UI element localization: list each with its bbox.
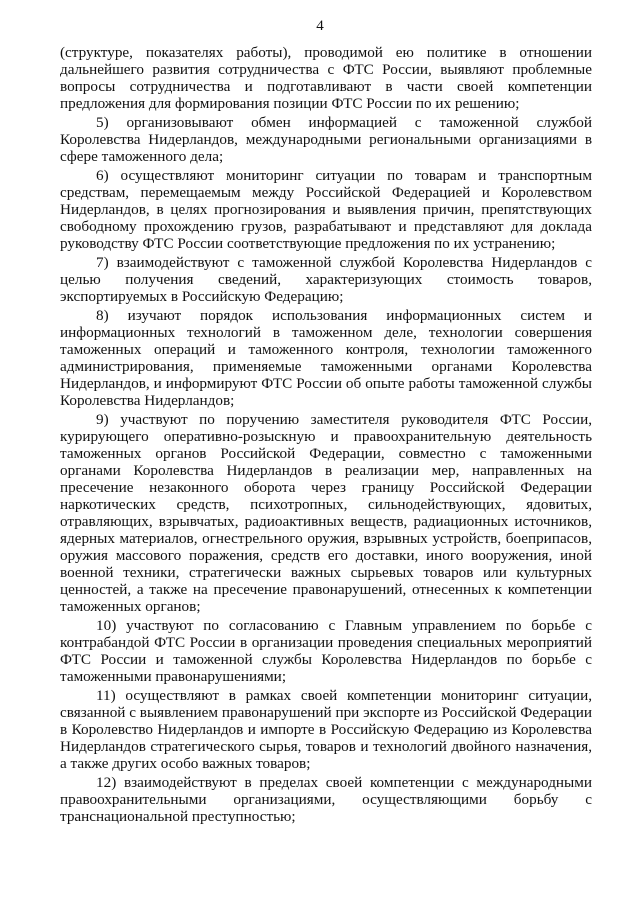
page-number: 4 xyxy=(316,18,324,34)
paragraph-item-8: 8) изучают порядок использования информационных систем и информационных технологий в таможенном деле, технологии совершения таможенных операций и таможенного контроля, технологии таможенного администрирования, применяемые таможенными органами Королевства Нидерландов, и информируют ФТС России об опыте работы таможенной службы Королевства Нидерландов; xyxy=(60,307,592,409)
paragraph-continuation: (структуре, показателях работы), проводимой ею политике в отношении дальнейшего развития сотрудничества с ФТС России, выявляют проблемные вопросы сотрудничества и подготавливают в части своей компетенции предложения для формирования позиции ФТС России по их решению; xyxy=(60,44,592,112)
paragraph-item-10: 10) участвуют по согласованию с Главным управлением по борьбе с контрабандой ФТС России в организации проведения специальных мероприятий ФТС России и таможенной службы Королевства Нидерландов по борьбе с таможенными правонарушениями; xyxy=(60,617,592,685)
paragraph-item-11: 11) осуществляют в рамках своей компетенции мониторинг ситуации, связанной с выявлением правонарушений при экспорте из Российской Федерации в Королевство Нидерландов и импорте в Российскую Федерацию из Королевства Нидерландов стратегического сырья, товаров и технологий двойного назначения, а также других особо важных товаров; xyxy=(60,687,592,772)
paragraph-item-9: 9) участвуют по поручению заместителя руководителя ФТС России, курирующего оперативно-розыскную и правоохранительную деятельность таможенных органов Российской Федерации, совместно с таможенными органами Королевства Нидерландов в реализации мер, направленных на пресечение незаконного оборота через границу Российской Федерации наркотических средств, психотропных, сильнодействующих, ядовитых, отравляющих, взрывчатых, радиоактивных веществ, радиационных источников, ядерных материалов, огнестрельного оружия, взрывных устройств, боеприпасов, оружия массового поражения, средств его доставки, иного вооружения, иной военной техники, стратегически важных сырьевых товаров или культурных ценностей, а также на пресечение правонарушений, отнесенных к компетенции таможенных органов; xyxy=(60,411,592,615)
paragraph-item-5: 5) организовывают обмен информацией с таможенной службой Королевства Нидерландов, международными региональными организациями в сфере таможенного дела; xyxy=(60,114,592,165)
paragraph-item-6: 6) осуществляют мониторинг ситуации по товарам и транспортным средствам, перемещаемым между Российской Федерацией и Королевством Нидерландов, в целях прогнозирования и выявления причин, препятствующих свободному прохождению грузов, разрабатывают и представляют для доклада руководству ФТС России соответствующие предложения по их устранению; xyxy=(60,167,592,252)
paragraph-item-7: 7) взаимодействуют с таможенной службой Королевства Нидерландов с целью получения сведений, характеризующих стоимость товаров, экспортируемых в Российскую Федерацию; xyxy=(60,254,592,305)
paragraph-item-12: 12) взаимодействуют в пределах своей компетенции с международными правоохранительными организациями, осуществляющими борьбу с транснациональной преступностью; xyxy=(60,774,592,825)
document-body xyxy=(60,44,592,827)
